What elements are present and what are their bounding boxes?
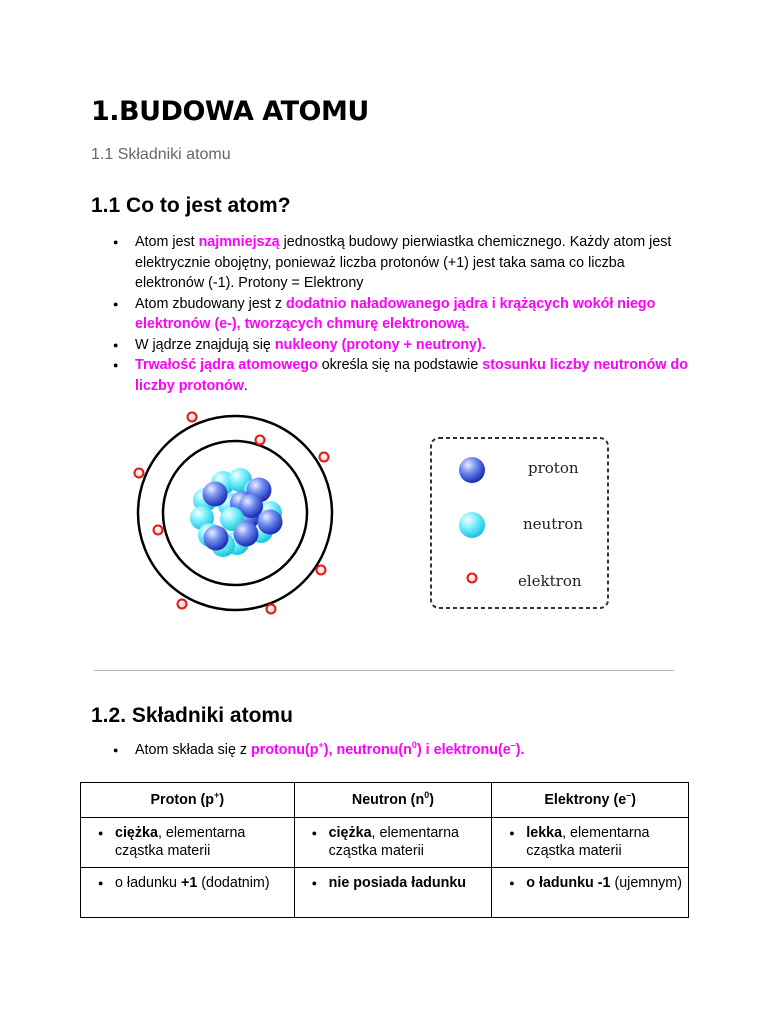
header-neutron: Neutron $(n^0)$ bbox=[294, 783, 492, 818]
legend-neutron-label: neutron bbox=[523, 515, 584, 533]
table-cell: ● o ładunku +1 (dodatnim) bbox=[87, 874, 288, 892]
header-electron: Elektrony (e–) bbox=[492, 783, 689, 818]
table-cell: ● o ładunku -1 (ujemnym) bbox=[498, 874, 682, 892]
atom-diagram bbox=[120, 405, 620, 625]
legend-electron-label: elektron bbox=[518, 572, 582, 590]
table-cell: ● lekka, elementarna cząstka materii bbox=[498, 824, 682, 860]
atom-illustration bbox=[135, 413, 333, 614]
page-title: 1.BUDOWA ATOMU bbox=[91, 96, 369, 127]
table-cell: ● ciężka, elementarna cząstka materii bbox=[87, 824, 288, 860]
legend-proton-label: proton bbox=[528, 459, 579, 477]
atom-definition-list bbox=[91, 232, 691, 396]
list-item: ● Atom jest najmniejszą jednostką budowy pierwiastka chemicznego. Każdy atom jest elektrycznie obojętny, ponieważ liczba protonów (+1) jest taka sama co liczba elektronów (-1). Protony = Elektrony bbox=[91, 232, 691, 294]
diagram-legend bbox=[431, 438, 608, 608]
list-item: ● Trwałość jądra atomowego określa się na podstawie stosunku liczby neutronów do liczby protonów. bbox=[91, 355, 691, 396]
legend-neutron-marker bbox=[459, 512, 485, 538]
table-row bbox=[81, 818, 689, 868]
table-cell: ● ciężka, elementarna cząstka materii bbox=[301, 824, 486, 860]
section-heading-components: 1.2. Składniki atomu bbox=[91, 704, 293, 727]
horizontal-divider bbox=[94, 670, 674, 671]
legend-electron-marker bbox=[468, 574, 477, 583]
table-cell: ● nie posiada ładunku bbox=[301, 874, 486, 892]
components-list bbox=[91, 740, 691, 761]
section-heading-what-is-atom: 1.1 Co to jest atom? bbox=[91, 194, 291, 217]
table-header-row bbox=[81, 783, 689, 818]
list-item: ● Atom składa się z protonu(p+), $neutronu(n^0)$ i elektronu(e–). bbox=[91, 740, 691, 761]
table-row bbox=[81, 868, 689, 918]
header-proton: Proton (p+) bbox=[81, 783, 295, 818]
nucleus bbox=[190, 468, 283, 557]
legend-proton-marker bbox=[459, 457, 485, 483]
particles-table bbox=[80, 782, 689, 918]
list-item: ● W jądrze znajdują się nukleony (protony + neutrony). bbox=[91, 335, 691, 356]
list-item: ● Atom zbudowany jest z dodatnio naładowanego jądra i krążących wokół niego elektronów (e-), tworzących chmurę elektronową. bbox=[91, 294, 691, 335]
page-subtitle: 1.1 Składniki atomu bbox=[91, 146, 231, 163]
